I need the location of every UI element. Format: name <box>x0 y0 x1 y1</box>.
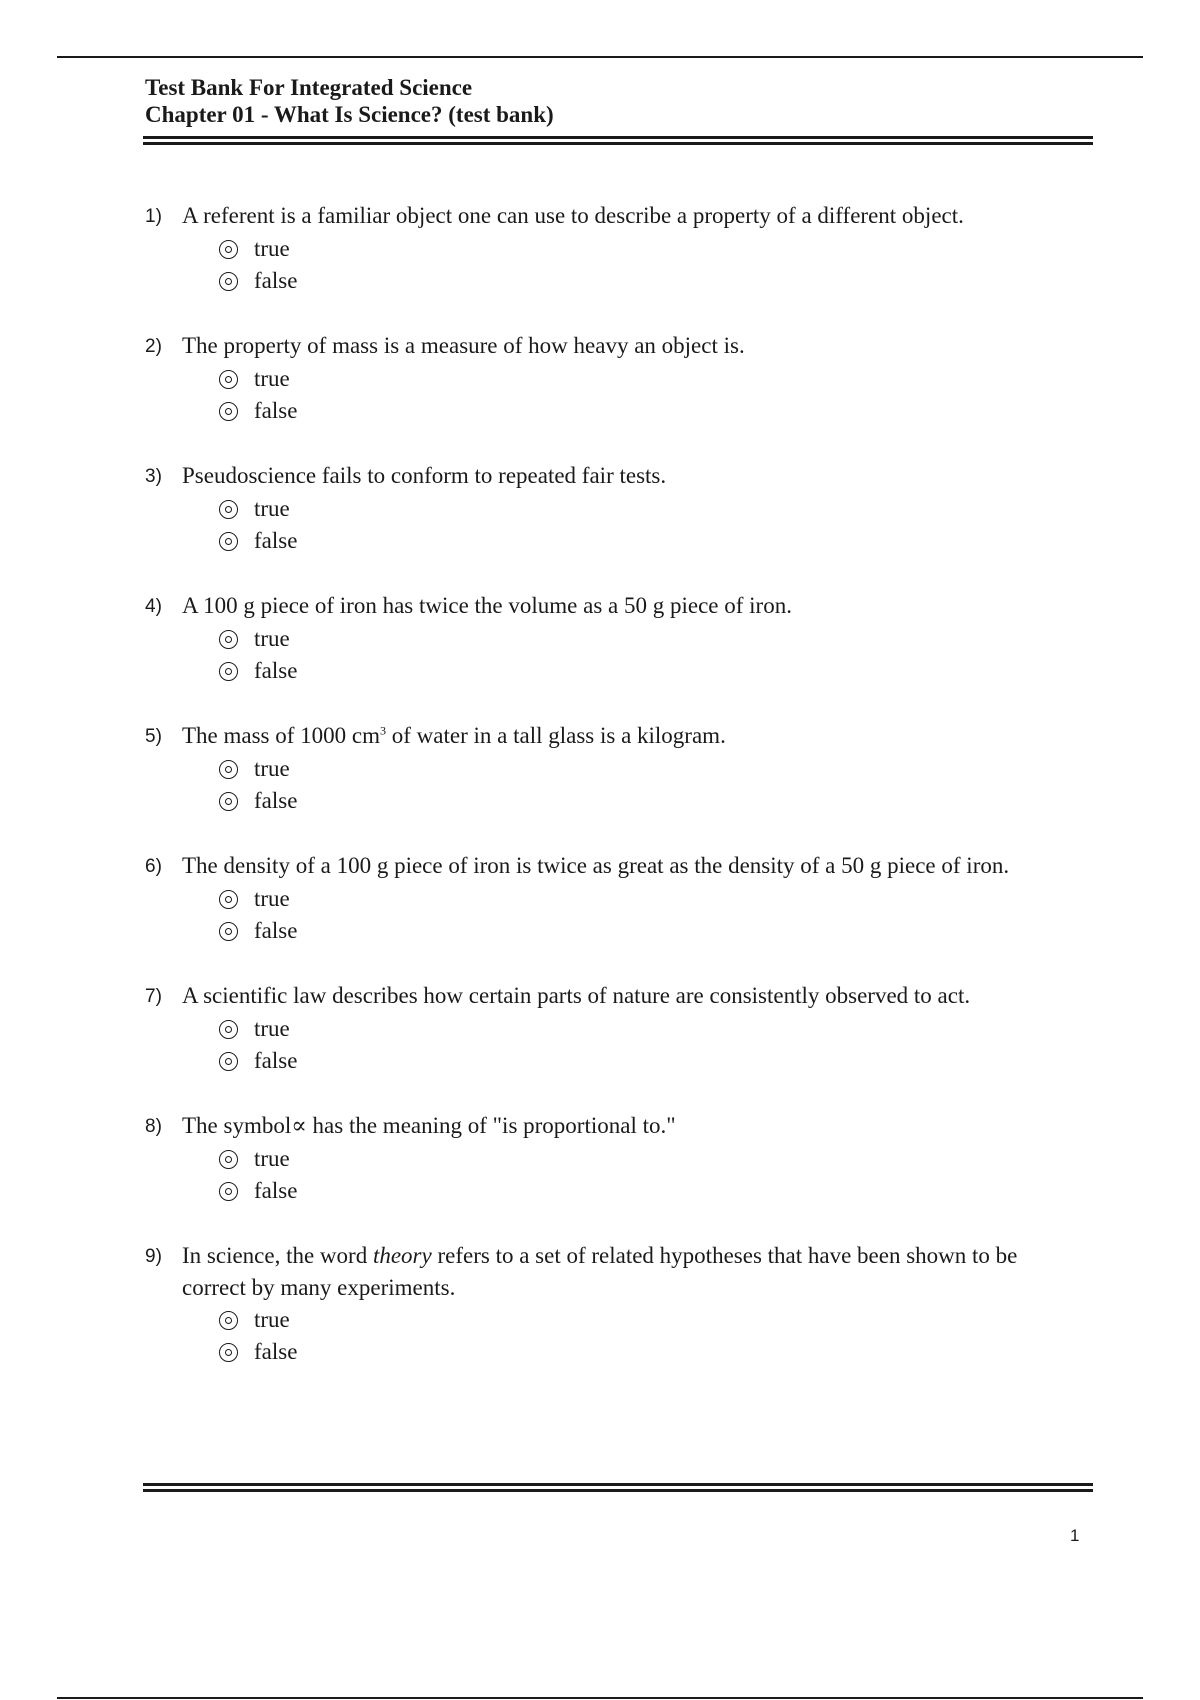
answer-options <box>219 493 1085 557</box>
radio-icon[interactable] <box>219 370 238 389</box>
question-text: A referent is a familiar object one can use to describe a property of a different object. <box>182 203 964 228</box>
question-text: Pseudoscience fails to conform to repeated fair tests. <box>182 463 667 488</box>
option-label: true <box>254 756 290 781</box>
option-label: true <box>254 366 290 391</box>
question-text: The property of mass is a measure of how heavy an object is. <box>182 333 745 358</box>
answer-options <box>219 1304 1085 1368</box>
option-true[interactable] <box>219 753 1085 785</box>
question-6 <box>145 850 1085 947</box>
radio-icon[interactable] <box>219 272 238 291</box>
option-label: true <box>254 626 290 651</box>
option-label: false <box>254 1048 298 1073</box>
option-label: true <box>254 1307 290 1332</box>
option-label: true <box>254 496 290 521</box>
option-label: false <box>254 788 298 813</box>
question-text <box>182 1240 1085 1304</box>
option-label: false <box>254 1178 298 1203</box>
radio-icon[interactable] <box>219 240 238 259</box>
question-text-start: The mass of 1000 cm <box>182 723 381 748</box>
option-false[interactable] <box>219 395 1085 427</box>
emphasized-term: theory <box>372 1243 432 1268</box>
option-false[interactable] <box>219 785 1085 817</box>
option-label: false <box>254 398 298 423</box>
question-number: 5) <box>145 726 162 747</box>
question-text: A scientific law describes how certain parts of nature are consistently observed to act. <box>182 983 971 1008</box>
option-true[interactable] <box>219 363 1085 395</box>
option-label: false <box>254 918 298 943</box>
option-label: false <box>254 268 298 293</box>
radio-icon[interactable] <box>219 1020 238 1039</box>
answer-options <box>219 753 1085 817</box>
question-number: 2) <box>145 336 162 357</box>
question-text: The density of a 100 g piece of iron is twice as great as the density of a 50 g piece of iron. <box>182 853 1010 878</box>
document-header <box>145 74 1095 128</box>
option-true[interactable] <box>219 623 1085 655</box>
radio-icon[interactable] <box>219 760 238 779</box>
option-true[interactable] <box>219 493 1085 525</box>
option-false[interactable] <box>219 1045 1085 1077</box>
option-label: true <box>254 236 290 261</box>
option-true[interactable] <box>219 1143 1085 1175</box>
chapter-title: Chapter 01 - What Is Science? (test bank) <box>145 102 554 127</box>
answer-options <box>219 623 1085 687</box>
question-text-start: In science, the word <box>182 1243 373 1268</box>
option-true[interactable] <box>219 1304 1085 1336</box>
radio-icon[interactable] <box>219 922 238 941</box>
option-label: false <box>254 528 298 553</box>
option-label: false <box>254 658 298 683</box>
option-label: true <box>254 886 290 911</box>
question-text: The symbol∝ has the meaning of "is proportional to." <box>182 1113 676 1138</box>
question-number: 1) <box>145 206 162 227</box>
radio-icon[interactable] <box>219 532 238 551</box>
question-number: 3) <box>145 466 162 487</box>
option-label: true <box>254 1016 290 1041</box>
question-text-end: refers to a set of related hypotheses that have been shown to be correct by many experiments. <box>182 1243 1018 1300</box>
option-false[interactable] <box>219 1336 1085 1368</box>
question-number: 6) <box>145 856 162 877</box>
radio-icon[interactable] <box>219 1343 238 1362</box>
page-bottom-border <box>57 1697 1143 1699</box>
header-double-rule <box>143 136 1093 146</box>
answer-options <box>219 883 1085 947</box>
option-true[interactable] <box>219 1013 1085 1045</box>
answer-options <box>219 233 1085 297</box>
question-number: 9) <box>145 1246 162 1267</box>
answer-options <box>219 1013 1085 1077</box>
option-true[interactable] <box>219 233 1085 265</box>
question-8 <box>145 1110 1085 1207</box>
radio-icon[interactable] <box>219 630 238 649</box>
superscript: 3 <box>380 723 387 738</box>
answer-options <box>219 363 1085 427</box>
radio-icon[interactable] <box>219 662 238 681</box>
question-1 <box>145 200 1085 297</box>
option-label: false <box>254 1339 298 1364</box>
question-3 <box>145 460 1085 557</box>
question-text: A 100 g piece of iron has twice the volume as a 50 g piece of iron. <box>182 593 792 618</box>
radio-icon[interactable] <box>219 1182 238 1201</box>
question-4 <box>145 590 1085 687</box>
option-false[interactable] <box>219 265 1085 297</box>
question-5 <box>145 720 1085 817</box>
footer-double-rule <box>143 1483 1093 1493</box>
radio-icon[interactable] <box>219 500 238 519</box>
radio-icon[interactable] <box>219 1311 238 1330</box>
question-2 <box>145 330 1085 427</box>
question-list <box>145 200 1085 1401</box>
option-true[interactable] <box>219 883 1085 915</box>
question-text-end: of water in a tall glass is a kilogram. <box>386 723 726 748</box>
document-title: Test Bank For Integrated Science <box>145 75 473 100</box>
question-number: 4) <box>145 596 162 617</box>
question-9 <box>145 1240 1085 1368</box>
radio-icon[interactable] <box>219 1150 238 1169</box>
option-false[interactable] <box>219 525 1085 557</box>
radio-icon[interactable] <box>219 890 238 909</box>
question-text <box>182 720 1085 752</box>
option-false[interactable] <box>219 655 1085 687</box>
question-7 <box>145 980 1085 1077</box>
page-number: 1 <box>1070 1526 1080 1545</box>
radio-icon[interactable] <box>219 402 238 421</box>
question-number: 8) <box>145 1116 162 1137</box>
question-number: 7) <box>145 986 162 1007</box>
radio-icon[interactable] <box>219 792 238 811</box>
answer-options <box>219 1143 1085 1207</box>
option-label: true <box>254 1146 290 1171</box>
radio-icon[interactable] <box>219 1052 238 1071</box>
page-top-border <box>57 56 1143 58</box>
option-false[interactable] <box>219 1175 1085 1207</box>
option-false[interactable] <box>219 915 1085 947</box>
